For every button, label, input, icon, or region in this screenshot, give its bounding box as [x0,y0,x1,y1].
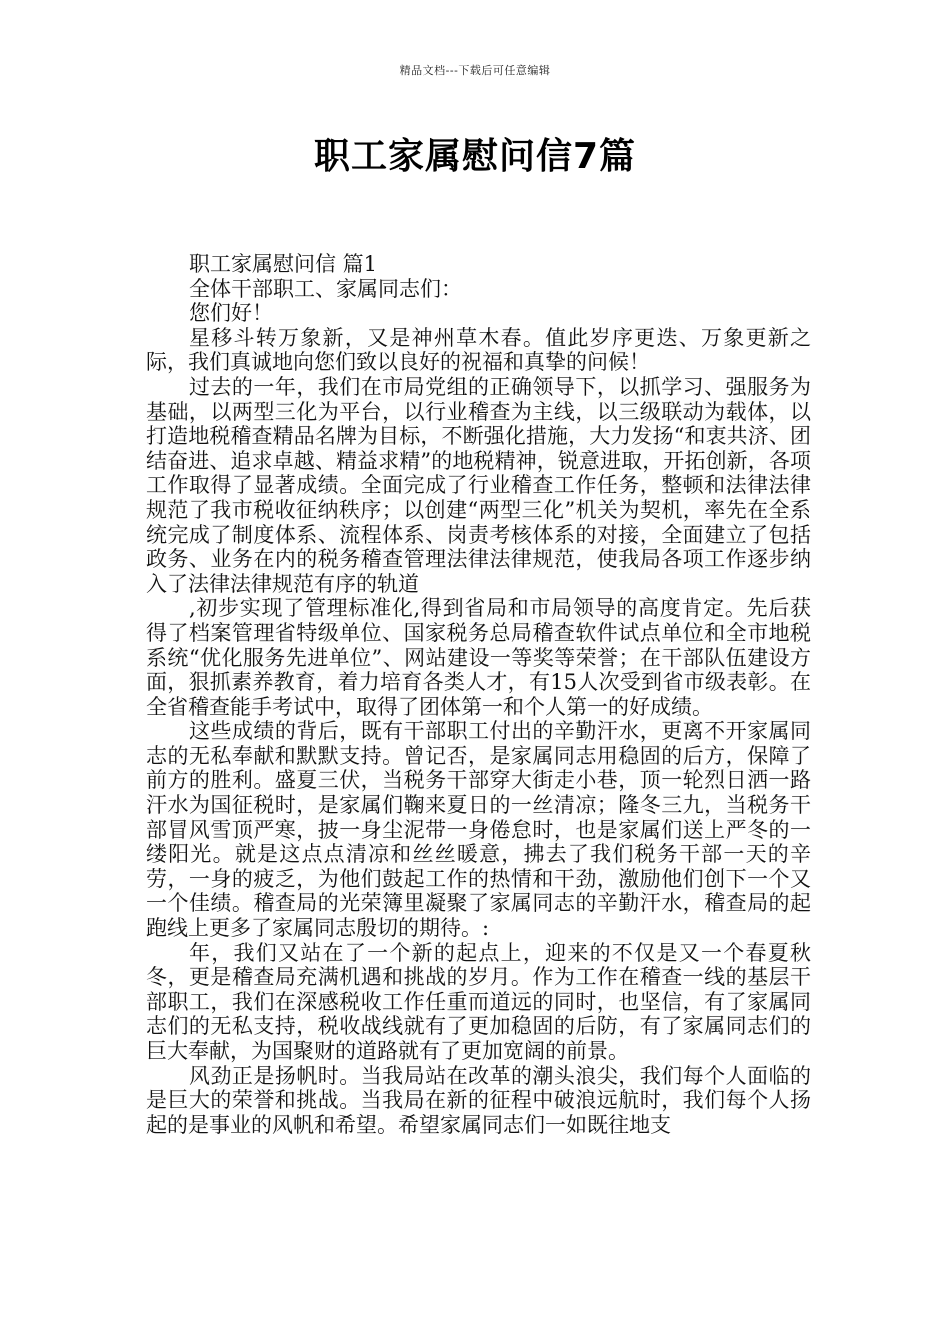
document-body [146,252,811,1137]
paragraph: 这些成绩的背后，既有干部职工付出的辛勤汗水，更离不开家属同志的无私奉献和默默支持。曾记否，是家属同志用稳固的后方，保障了前方的胜利。盛夏三伏，当税务干部穿大街走小巷，顶一轮烈日洒一路汗水为国征税时，是家属们鞠来夏日的一丝清凉；隆冬三九，当税务干部冒风雪顶严寒，披一身尘泥带一身倦怠时，也是家属们送上严冬的一缕阳光。就是这点点清凉和丝丝暖意，拂去了我们税务干部一天的辛劳，一身的疲乏，为他们鼓起工作的热情和干劲，激励他们创下一个又一个佳绩。稽查局的光荣簿里凝聚了家属同志的辛勤汗水，稽查局的起跑线上更多了家属同志殷切的期待。: [146,719,811,941]
paragraph: 过去的一年，我们在市局党组的正确领导下，以抓学习、强服务为基础，以两型三化为平台，以行业稽查为主线，以三级联动为载体，以打造地税稽查精品名牌为目标，不断强化措施，大力发扬“和衷共济、团结奋进、追求卓越、精益求精”的地税精神，锐意进取，开拓创新，各项工作取得了显著成绩。全面完成了行业稽查工作任务，整顿和法律法律规范了我市税收征纳秩序；以创建“两型三化”机关为契机，率先在全系统完成了制度体系、流程体系、岗责考核体系的对接，全面建立了包括政务、业务在内的税务稽查管理法律法律规范，使我局各项工作逐步纳入了法律法律规范有序的轨道 [146,374,811,596]
section-heading: 职工家属慰问信 篇1 [189,252,378,276]
paragraph: 年，我们又站在了一个新的起点上，迎来的不仅是又一个春夏秋冬，更是稽查局充满机遇和挑战的岁月。作为工作在稽查一线的基层干部职工，我们在深感税收工作任重而道远的同时，也坚信，有了家属同志们的无私支持，税收战线就有了更加稳固的后防，有了家属同志们的巨大奉献，为国聚财的道路就有了更加宽阔的前景。 [146,940,811,1063]
paragraph: 风劲正是扬帆时。当我局站在改革的潮头浪尖，我们每个人面临的是巨大的荣誉和挑战。当我局在新的征程中破浪远航时，我们每个人扬起的是事业的风帆和希望。希望家属同志们一如既往地支 [146,1063,811,1137]
paragraph: 星移斗转万象新，又是神州草木春。值此岁序更迭、万象更新之际，我们真诚地向您们致以良好的祝福和真挚的问候！ [146,325,811,375]
salutation: 全体干部职工、家属同志们： [189,276,462,301]
document-title: 职工家属慰问信7篇 [313,136,637,177]
page-header: 精品文档---下载后可任意编辑 [399,64,551,77]
greeting: 您们好！ [189,301,273,326]
paragraph: ,初步实现了管理标准化,得到省局和市局领导的高度肯定。先后获得了档案管理省特级单位、国家税务总局稽查软件试点单位和全市地税系统“优化服务先进单位”、网站建设一等奖等荣誉；在干部队伍建设方面，狠抓素养教育，着力培育各类人才，有15人次受到省市级表彰。在全省稽查能手考试中，取得了团体第一和个人第一的好成绩。 [146,596,811,719]
